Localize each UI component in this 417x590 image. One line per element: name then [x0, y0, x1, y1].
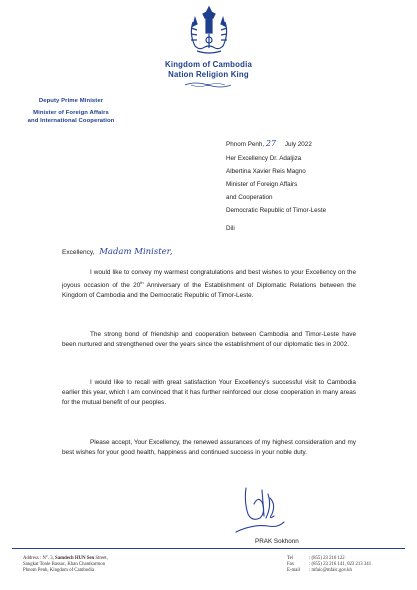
office-title: Deputy Prime Minister: [38, 98, 104, 104]
signer-name: PRAK Sokhonn: [255, 538, 299, 545]
date-month-year: July 2022: [284, 141, 312, 148]
tel-label: Tel: [287, 556, 294, 561]
recipient-line: Democratic Republic of Timor-Leste: [226, 207, 327, 214]
recipient-line: and Cooperation: [226, 194, 273, 201]
address-prefix: Address : N°. 3,: [23, 556, 56, 561]
address-suffix: Street,: [94, 556, 108, 561]
date-day-handwritten: 27: [265, 139, 277, 148]
address-street: Samdech HUN Sen: [55, 556, 95, 561]
tel-value: : (855) 23 216 122: [309, 556, 345, 561]
motto: Nation Religion King: [168, 70, 249, 79]
fax-label: Fax: [287, 562, 295, 567]
paragraph-text: I would like to recall with great satisfaction Your Excellency’s successful visit to Cambodia earlier this year, which I am convinced that it has further reinforced our close cooperation in many areas for the mutual benefit of our peoples.: [62, 379, 356, 406]
salutation: [62, 247, 173, 257]
paragraph-text: Please accept, Your Excellency, the renewed assurances of my highest consideration and my best wishes for your good health, happiness and continued success in your noble duty.: [62, 439, 356, 456]
recipient-line: Albertina Xavier Reis Magno: [226, 168, 306, 175]
footer-contact: [287, 556, 371, 574]
footer-address: [23, 556, 108, 574]
footer-divider: [12, 548, 405, 549]
paragraph-text: Anniversary of the Establishment of Diplomatic Relations between the Kingdom of Cambodia and the Democratic Republic of Timor-Leste.: [62, 282, 356, 300]
date-line: [226, 140, 312, 149]
recipient-block: [226, 155, 326, 215]
body-paragraph: [62, 268, 356, 301]
royal-coat-of-arms-icon: [183, 4, 235, 56]
office-ministry-cont: and International Cooperation: [27, 118, 115, 124]
decorative-ornament-icon: [183, 81, 233, 89]
handwritten-signature: [232, 478, 288, 538]
email-label: E-mail: [287, 568, 301, 573]
recipient-city: Dili: [226, 225, 235, 232]
body-paragraph: [62, 330, 356, 350]
office-ministry: Minister of Foreign Affairs: [33, 110, 109, 116]
email-value: : mfaic@mfaic.gov.kh: [309, 568, 352, 573]
date-place: Phnom Penh,: [226, 141, 265, 148]
salutation-handwritten: Madam Minister,: [99, 247, 173, 257]
superscript: th: [140, 280, 144, 285]
fax-value: : (855) 23 216 141, 023 213 341: [309, 562, 372, 567]
body-paragraph: [62, 378, 356, 408]
recipient-line: Minister of Foreign Affairs: [226, 181, 298, 188]
paragraph-text: The strong bond of friendship and cooperation between Cambodia and Timor-Leste have been nurtured and strengthened over the years since the establishment of our diplomatic ties in 2002.: [62, 331, 356, 348]
kingdom-title: Kingdom of Cambodia: [165, 60, 252, 69]
salutation-printed: Excellency,: [62, 249, 95, 256]
address-line: Sangkat Tonle Bassac, Khan Chamkarmon: [23, 562, 106, 567]
body-paragraph: [62, 438, 356, 458]
paragraph-text: I would like to convey my warmest congratulations and best wishes to your Excellency on the joyous occasion of the 20: [62, 269, 356, 290]
recipient-line: Her Excellency Dr. Adaljiza: [226, 155, 302, 162]
address-line: Phnom Penh, Kingdom of Cambodia: [23, 568, 95, 573]
